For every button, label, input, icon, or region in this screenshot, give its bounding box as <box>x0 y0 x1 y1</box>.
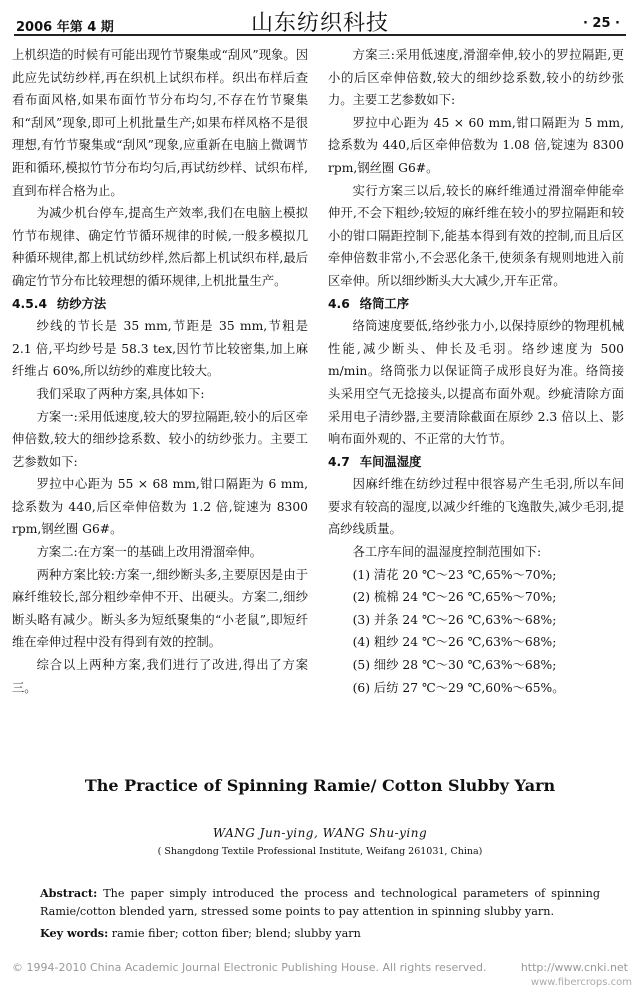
paragraph: 实行方案三以后,较长的麻纤维通过滑溜牵伸能牵伸开,不会下粗纱;较短的麻纤维在较小的罗拉隔距和较小的钳口隔距控制下,能基本得到有效的控制,而且后区牵伸倍数非常小,不会恶化条干,使须条有规则地进入前区牵伸。所以细纱断头大大减少,开车正常。 <box>328 183 624 288</box>
list-item: (5) 细纱 28 ℃～30 ℃,63%～68%; <box>352 658 557 673</box>
humidity-list <box>328 564 624 700</box>
english-title: The Practice of Spinning Ramie/ Cotton Slubby Yarn <box>84 776 556 795</box>
paragraph: 方案一:采用低速度,较大的罗拉隔距,较小的后区牵伸倍数,较大的细纱捻系数、较小的纺纱张力。主要工艺参数如下: <box>12 409 308 469</box>
copyright-notice: © 1994-2010 China Academic Journal Electronic Publishing House. All rights reserved. <box>12 961 487 974</box>
paragraph: 络筒速度要低,络纱张力小,以保持原纱的物理机械性能,减少断头、伸长及毛羽。络纱速度为 500 m/min。络筒张力以保证筒子成形良好为准。络筒接头采用空气无捻接头,以提高布面外观。纱疵清除方面采用电子清纱器,主要清除截面在原纱 2.3 倍以上、影响布面外观的、不正常的大竹节。 <box>328 319 624 447</box>
abstract-label: Abstract: <box>40 886 98 900</box>
paragraph: 我们采取了两种方案,具体如下: <box>36 386 205 401</box>
section-number: 4.5.4 <box>12 296 48 311</box>
paragraph: 罗拉中心距为 55 × 68 mm,钳口隔距为 6 mm,捻系数为 440,后区牵伸倍数为 1.2 倍,锭速为 8300 rpm,钢丝圈 G6#。 <box>12 477 308 537</box>
paragraph: 方案二:在方案一的基础上改用滑溜牵伸。 <box>36 545 263 560</box>
page-header <box>14 4 626 36</box>
list-item: (2) 梳棉 24 ℃～26 ℃,65%～70%; <box>352 590 557 605</box>
paragraph: 罗拉中心距为 45 × 60 mm,钳口隔距为 5 mm,捻系数为 440,后区牵伸倍数为 1.08 倍,锭速为 8300 rpm,钢丝圈 G6#。 <box>328 115 624 175</box>
left-column <box>12 44 308 699</box>
keywords-text: ramie fiber; cotton fiber; blend; slubby yarn <box>111 927 361 940</box>
issue-label: 2006 年第 4 期 <box>16 20 114 35</box>
english-authors: WANG Jun-ying, WANG Shu-ying <box>212 826 428 840</box>
list-item: (1) 清花 20 ℃～23 ℃,65%～70%; <box>352 567 557 582</box>
page-footer <box>12 961 628 977</box>
section-number: 4.7 <box>328 454 350 469</box>
section-title: 纺纱方法 <box>57 296 107 311</box>
abstract-text: The paper simply introduced the process and technological parameters of spinning Ramie/cotton blended yarn, stressed some points to pay attention in spinning slubby yarn. <box>40 887 601 918</box>
right-column <box>328 44 624 699</box>
page-number: · 25 · <box>582 16 620 31</box>
keywords-label: Key words: <box>40 926 109 940</box>
list-item: (6) 后纺 27 ℃～29 ℃,60%～65%。 <box>352 680 565 695</box>
paragraph: 综合以上两种方案,我们进行了改进,得出了方案三。 <box>12 658 308 695</box>
paragraph: 为减少机台停车,提高生产效率,我们在电脑上模拟竹节布规律、确定竹节循环规律的时候,一般多模拟几种循环规律,都上机试纺纱样,然后都上机试织布样,最后确定竹节分布比较理想的循环规律,上机批量生产。 <box>12 206 308 288</box>
list-item: (3) 并条 24 ℃～26 ℃,63%～68%; <box>352 612 557 627</box>
english-affiliation: ( Shangdong Textile Professional Institute, Weifang 261031, China) <box>157 846 483 857</box>
footer-site: http://www.cnki.net <box>520 961 628 974</box>
paragraph: 因麻纤维在纺纱过程中很容易产生毛羽,所以车间要求有较高的湿度,以减少纤维的飞逸散失,减少毛羽,提高纱线质量。 <box>328 477 624 537</box>
paragraph: 上机织造的时候有可能出现竹节聚集或“刮风”现象。因此应先试纺纱样,再在织机上试织布样。织出布样后查看布面风格,如果布面竹节分布均匀,不存在竹节聚集和“刮风”现象,即可上机批量生产;如果布样风格不是很理想,有竹节聚集或“刮风”现象,应重新在电脑上微调节距和循环,模拟竹节分布均匀后,再试纺纱样、试织布样,直到布样合格为止。 <box>12 48 308 198</box>
paragraph: 方案三:采用低速度,滑溜牵伸,较小的罗拉隔距,更小的后区牵伸倍数,较大的细纱捻系数,较小的纺纱张力。主要工艺参数如下: <box>328 48 624 108</box>
section-title: 络筒工序 <box>359 296 409 311</box>
section-heading <box>328 293 624 316</box>
english-abstract <box>40 884 600 921</box>
english-keywords <box>40 924 600 943</box>
paragraph: 纱线的节长是 35 mm,节距是 35 mm,节粗是 2.1 倍,平均纱号是 58.3 tex,因竹节比较密集,加上麻纤维占 60%,所以纺纱的难度比较大。 <box>12 319 308 379</box>
paragraph: 各工序车间的温湿度控制范围如下: <box>352 545 542 560</box>
section-title: 车间温湿度 <box>359 454 422 469</box>
section-heading <box>12 293 308 316</box>
journal-title: 山东纺织科技 <box>250 11 389 36</box>
watermark: www.fibercrops.com <box>530 977 632 988</box>
section-heading <box>328 451 624 474</box>
section-number: 4.6 <box>328 296 350 311</box>
list-item: (4) 粗纱 24 ℃～26 ℃,63%～68%; <box>352 635 557 650</box>
paragraph: 两种方案比较:方案一,细纱断头多,主要原因是由于麻纤维较长,部分粗纱牵伸不开、出硬头。方案二,细纱断头略有减少。断头多为短纸聚集的“小老鼠”,即短纤维在牵伸过程中没有得到有效的控制。 <box>12 567 308 650</box>
